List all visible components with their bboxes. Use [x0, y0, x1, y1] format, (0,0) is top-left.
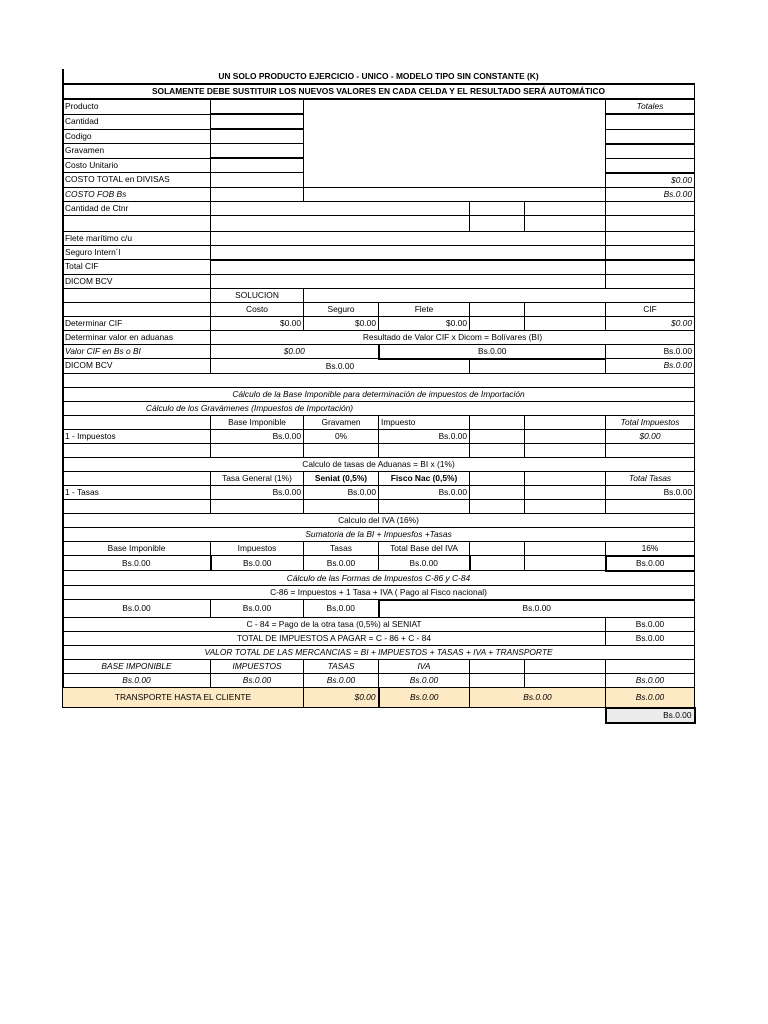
- row-tasas-headers: [63, 471, 695, 485]
- header-gravamen: Gravamen: [304, 415, 379, 429]
- cell-blank: [63, 471, 211, 485]
- value-impuesto: Bs.0.00: [379, 429, 470, 443]
- section-sumatoria: Sumatoria de la BI + Impuesfos +Tasas: [63, 527, 695, 541]
- value-fisco-nac: Bs.0.00: [379, 485, 470, 499]
- total-codigo: [606, 129, 695, 144]
- cell-blank: [63, 302, 211, 316]
- row-dicom-bcv: [63, 274, 695, 288]
- label-gravamen: Gravamen: [63, 144, 211, 159]
- cell-blank: [63, 443, 211, 457]
- value-iva-base-imponible: Bs.0.00: [63, 556, 211, 571]
- value-vt-iva: Bs.0.00: [379, 674, 470, 688]
- cell-blank: [470, 485, 525, 499]
- cell-blank: [470, 556, 525, 571]
- label-transporte: TRANSPORTE HASTA EL CLIENTE: [63, 688, 304, 708]
- row-calc-formas: [63, 571, 695, 586]
- header-iva-base-imponible: Base Imponible: [63, 541, 211, 556]
- value-seguro: $0.00: [304, 316, 379, 330]
- value-c86-total: Bs.0.00: [379, 600, 695, 618]
- row-total-impuestos-pagar: [63, 632, 695, 646]
- section-c84: C - 84 = Pago de la otra tasa (0,5%) al SENIAT: [63, 618, 606, 632]
- cell-blank: [304, 499, 379, 513]
- cell-blank: [606, 660, 695, 674]
- value-c84: Bs.0.00: [606, 618, 695, 632]
- row-cantidad-ctnr: [63, 201, 695, 215]
- total-seguro-internl: [606, 245, 695, 260]
- section-total-impuestos-pagar: TOTAL DE IMPUESTOS A PAGAR = C - 86 + C - 84: [63, 632, 606, 646]
- label-solucion: SOLUCION: [211, 288, 304, 302]
- value-seniat: Bs.0.00: [304, 485, 379, 499]
- value-transporte-usd: $0.00: [304, 688, 379, 708]
- input-cantidad[interactable]: [211, 114, 304, 129]
- cell-blank: [470, 415, 525, 429]
- total-cantidad: [606, 114, 695, 129]
- row-iva-headers: [63, 541, 695, 556]
- value-transporte-total: Bs.0.00: [606, 688, 695, 708]
- header-costo: Costo: [211, 302, 304, 316]
- value-total-impuestos: $0.00: [606, 429, 695, 443]
- total-total-cif: [606, 260, 695, 275]
- header-tasa-general: Tasa General (1%): [211, 471, 304, 485]
- input-codigo[interactable]: [211, 129, 304, 144]
- value-total-impuestos-pagar: Bs.0.00: [606, 632, 695, 646]
- input-total-cif[interactable]: [211, 260, 606, 275]
- row-solucion-headers: [63, 302, 695, 316]
- value-costo: $0.00: [211, 316, 304, 330]
- row-calc-iva: [63, 513, 695, 527]
- row-iva-values: [63, 556, 695, 571]
- cell-blank: [470, 429, 525, 443]
- instruction-row: [63, 84, 695, 99]
- label-producto: Producto: [63, 99, 211, 114]
- cell-ctnr-a: [470, 201, 525, 215]
- value-valor-cif-bs: Bs.0.00: [379, 344, 606, 359]
- value-iva-impuestos: Bs.0.00: [211, 556, 304, 571]
- row-solucion: [63, 288, 695, 302]
- row-sumatoria: [63, 527, 695, 541]
- row-total-cif: [63, 260, 695, 275]
- cell-blank: [379, 499, 470, 513]
- header-vt-base-imponible: BASE IMPONIBLE: [63, 660, 211, 674]
- label-cantidad-ctnr: Cantidad de Ctnr: [63, 201, 211, 215]
- row-calc-tasas: [63, 457, 695, 471]
- total-valor-cif-bs: Bs.0.00: [606, 344, 695, 359]
- spreadsheet: [62, 69, 694, 719]
- label-codigo: Codigo: [63, 129, 211, 144]
- row-flete-maritimo: [63, 231, 695, 245]
- cell-blank: [379, 443, 470, 457]
- sheet-title: UN SOLO PRODUCTO EJERCICIO - UNICO - MODELO TIPO SIN CONSTANTE (K): [63, 70, 695, 85]
- row-c84: [63, 618, 695, 632]
- cell-blank: [606, 443, 695, 457]
- header-iva-pct: 16%: [606, 541, 695, 556]
- label-dicom-bcv: DICOM BCV: [63, 274, 211, 288]
- value-gravamen: 0%: [304, 429, 379, 443]
- cell-blank: [525, 499, 606, 513]
- value-cif: $0.00: [606, 316, 695, 330]
- row-c86-values: [63, 600, 695, 618]
- header-vt-iva: IVA: [379, 660, 470, 674]
- value-dicom-bcv: Bs.0.00: [211, 359, 470, 374]
- cell-blank: [470, 471, 525, 485]
- cell-blank: [470, 541, 525, 556]
- total-gravamen: [606, 144, 695, 159]
- row-tasas: [63, 485, 695, 499]
- value-tasa-general: Bs.0.00: [211, 485, 304, 499]
- cell-blank: [470, 443, 525, 457]
- row-calc-gravamenes: [63, 401, 695, 415]
- label-dicom-bcv-2: DICOM BCV: [63, 359, 211, 374]
- cell-blank: [606, 215, 695, 231]
- value-vt-base-imponible: Bs.0.00: [63, 674, 211, 688]
- cell-blank: [63, 499, 211, 513]
- row-c86: [63, 585, 695, 600]
- label-total-cif: Total CIF: [63, 260, 211, 275]
- label-impuestos-1: 1 - Impuestos: [63, 429, 211, 443]
- cell-blank: [211, 215, 470, 231]
- row-gravamenes-headers: [63, 415, 695, 429]
- row-transporte: [63, 688, 695, 708]
- section-calc-tasas: Calculo de tasas de Aduanas = BI x (1%): [63, 457, 695, 471]
- input-cantidad-ctnr[interactable]: [211, 201, 470, 215]
- header-total-base-iva: Total Base del IVA: [379, 541, 470, 556]
- input-costo-total-divisas[interactable]: [211, 173, 304, 188]
- total-costo-total-divisas: $0.00: [606, 173, 695, 188]
- row-blank-2: [63, 373, 695, 387]
- cell-blank: [470, 674, 525, 688]
- label-costo-unitario: Costo Unitario: [63, 158, 211, 173]
- section-valor-total: VALOR TOTAL DE LAS MERCANCIAS = BI + IMPUESTOS + TASAS + IVA + TRANSPORTE: [63, 646, 695, 660]
- cell-blank: [63, 288, 211, 302]
- section-calc-base-imponible: Cálculo de la Base Imponible para determinación de impuestos de Importación: [63, 387, 695, 401]
- value-c86-base: Bs.0.00: [63, 600, 211, 618]
- row-dicom-bcv-2: [63, 359, 695, 374]
- label-valor-cif-bs: Valor CIF en Bs o BI: [63, 344, 211, 359]
- value-iva: Bs.0.00: [606, 556, 695, 571]
- cell-blank: [525, 302, 606, 316]
- label-flete-maritimo: Flete marítimo c/u: [63, 231, 211, 245]
- row-valor-cif-bs: [63, 344, 695, 359]
- label-cantidad: Cantidad: [63, 114, 211, 129]
- cell-blank: [525, 485, 606, 499]
- input-gravamen[interactable]: [211, 144, 304, 159]
- value-base-imponible: Bs.0.00: [211, 429, 304, 443]
- row-seguro: [63, 245, 695, 260]
- input-costo-unitario[interactable]: [211, 158, 304, 173]
- value-transporte-bs: Bs.0.00: [379, 688, 470, 708]
- row-grand-total: [63, 708, 695, 723]
- section-c86: C-86 = Impuestos + 1 Tasa + IVA ( Pago al Fisco nacional): [63, 585, 695, 600]
- header-total-impuestos: Total Impuestos: [606, 415, 695, 429]
- row-determinar-valor-aduanas: [63, 330, 695, 344]
- header-total-tasas: Total Tasas: [606, 471, 695, 485]
- instruction-text: SOLAMENTE DEBE SUSTITUIR LOS NUEVOS VALORES EN CADA CELDA Y EL RESULTADO SERÁ AUTOMÁTICO: [63, 84, 695, 99]
- input-costo-fob[interactable]: [211, 187, 304, 201]
- row-valor-total-values: [63, 674, 695, 688]
- total-dicom-bcv-2: Bs.0.00: [606, 359, 695, 374]
- cell-blank: [525, 660, 606, 674]
- cell-blank: [470, 359, 606, 374]
- section-calc-formas: Cálculo de las Formas de Impuestos C-86 y C-84: [63, 571, 695, 586]
- total-flete-maritimo: [606, 231, 695, 245]
- header-vt-impuestos: IMPUESTOS: [211, 660, 304, 674]
- cell-blank: [211, 499, 304, 513]
- input-flete-maritimo[interactable]: [211, 231, 606, 245]
- cell-blank: [525, 674, 606, 688]
- total-costo-unitario: [606, 158, 695, 173]
- cell-blank: [525, 415, 606, 429]
- cell-blank: [606, 499, 695, 513]
- value-total-base-iva: Bs.0.00: [379, 556, 470, 571]
- label-totales: Totales: [606, 99, 695, 114]
- row-determinar-cif: [63, 316, 695, 330]
- cell-blank: [525, 471, 606, 485]
- cell-blank: [525, 443, 606, 457]
- cell-blank: [63, 215, 211, 231]
- header-seniat: Seniat (0,5%): [304, 471, 379, 485]
- cell-blank: [63, 708, 606, 723]
- value-iva-tasas: Bs.0.00: [304, 556, 379, 571]
- header-base-imponible: Base Imponible: [211, 415, 304, 429]
- row-valor-total-headers: [63, 660, 695, 674]
- value-grand-total: Bs.0.00: [606, 708, 695, 723]
- cell-blank: [304, 288, 695, 302]
- header-vt-tasas: TASAS: [304, 660, 379, 674]
- value-c86-impuestos: Bs.0.00: [211, 600, 304, 618]
- value-valor-cif-usd: $0.00: [211, 344, 379, 359]
- value-transporte-bs-2: Bs.0.00: [470, 688, 606, 708]
- header-impuesto: Impuesto: [379, 415, 470, 429]
- total-dicom-bcv: [606, 274, 695, 288]
- row-blank-3: [63, 443, 695, 457]
- label-determinar-cif: Determinar CIF: [63, 316, 211, 330]
- cell-blank: [211, 443, 304, 457]
- cell-blank: [525, 429, 606, 443]
- row-calc-base-imponible: [63, 387, 695, 401]
- blank-area: [304, 99, 606, 187]
- cell-blank: [470, 316, 525, 330]
- cell-ctnr-c: [606, 201, 695, 215]
- value-total-tasas: Bs.0.00: [606, 485, 695, 499]
- resultado-valor-cif: Resultado de Valor CIF x Dicom = Bolívares (BI): [211, 330, 695, 344]
- cell-blank: [304, 443, 379, 457]
- label-tasas-1: 1 - Tasas: [63, 485, 211, 499]
- row-blank-4: [63, 499, 695, 513]
- total-costo-fob: Bs.0.00: [606, 187, 695, 201]
- cell-blank: [470, 215, 525, 231]
- section-calc-gravamenes: Cálculo de los Gravámenes (Impuestos de Importación): [63, 401, 695, 415]
- input-dicom-bcv[interactable]: [211, 274, 606, 288]
- row-costo-fob: [63, 187, 695, 201]
- header-iva-impuestos: Impuestos: [211, 541, 304, 556]
- value-vt-total: Bs.0.00: [606, 674, 695, 688]
- section-calc-iva: Calculo del IVA (16%): [63, 513, 695, 527]
- header-iva-tasas: Tasas: [304, 541, 379, 556]
- header-seguro: Seguro: [304, 302, 379, 316]
- header-cif: CIF: [606, 302, 695, 316]
- label-seguro-internl: Seguro Intern´l: [63, 245, 211, 260]
- value-c86-tasa: Bs.0.00: [304, 600, 379, 618]
- cell-blank: [470, 499, 525, 513]
- cell-ctnr-b: [525, 201, 606, 215]
- row-blank-1: [63, 215, 695, 231]
- cell-blank: [63, 373, 695, 387]
- cell-blank: [470, 302, 525, 316]
- input-seguro-internl[interactable]: [211, 245, 606, 260]
- cell-blank: [470, 660, 525, 674]
- title-row: [63, 70, 695, 85]
- cell-blank: [525, 215, 606, 231]
- value-vt-tasas: Bs.0.00: [304, 674, 379, 688]
- header-flete: Flete: [379, 302, 470, 316]
- row-impuestos: [63, 429, 695, 443]
- input-producto[interactable]: [211, 99, 304, 114]
- cell-blank: [525, 316, 606, 330]
- value-flete: $0.00: [379, 316, 470, 330]
- label-costo-fob: COSTO FOB Bs: [63, 187, 211, 201]
- label-costo-total-divisas: COSTO TOTAL en DIVISAS: [63, 173, 211, 188]
- import-calculation-sheet: [62, 69, 696, 724]
- header-fisco-nac: Fisco Nac (0,5%): [379, 471, 470, 485]
- row-producto: [63, 99, 695, 114]
- label-determinar-valor-aduanas: Determinar valor en aduanas: [63, 330, 211, 344]
- blank-fob: [304, 187, 606, 201]
- cell-blank: [525, 556, 606, 571]
- row-valor-total: [63, 646, 695, 660]
- cell-blank: [63, 415, 211, 429]
- value-vt-impuestos: Bs.0.00: [211, 674, 304, 688]
- cell-blank: [525, 541, 606, 556]
